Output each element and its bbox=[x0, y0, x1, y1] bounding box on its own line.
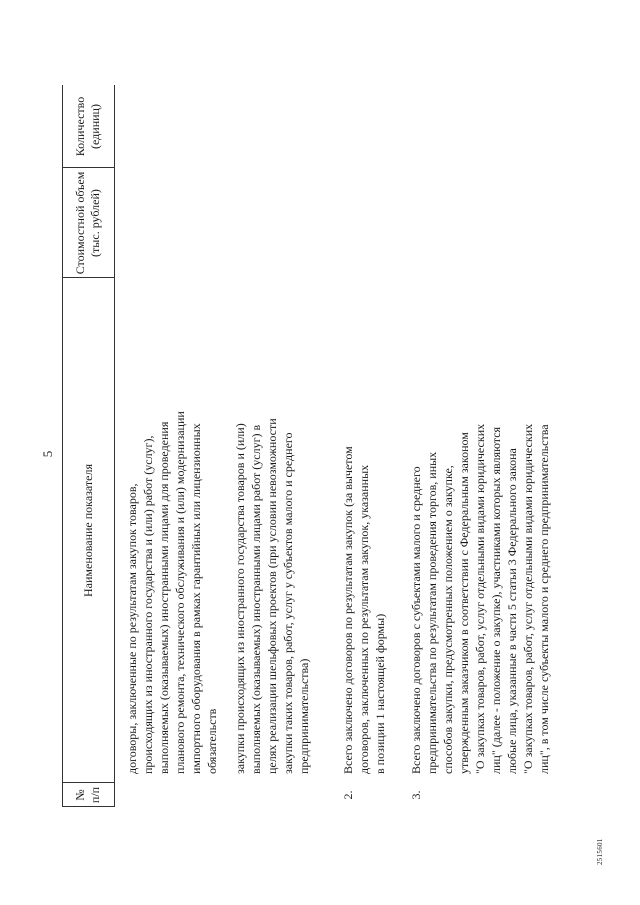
row-line: "О закупках товаров, работ, услуг отдельными видами юридических bbox=[521, 423, 535, 774]
row-line: предпринимательства по результатам проведения торгов, иных bbox=[425, 451, 439, 774]
row-line: предпринимательства) bbox=[297, 658, 311, 774]
row-line: "О закупках товаров, работ, услуг отдельными видами юридических bbox=[473, 423, 487, 774]
row-number: 3. bbox=[409, 790, 423, 800]
row-line: планового ремонта, технического обслуживания и (или) модернизации bbox=[173, 411, 187, 774]
row-line: договоры, заключенные по результатам закупок товаров, bbox=[125, 483, 139, 774]
table-row-text bbox=[124, 304, 220, 774]
row-line: Всего заключено договоров с субъектами малого и среднего bbox=[409, 466, 423, 774]
header-num: № п/п bbox=[73, 786, 102, 804]
row-line: закупки таких товаров, работ, услуг у субъектов малого и среднего bbox=[281, 432, 295, 774]
row-line: целях реализации шельфовых проектов (при условии невозможности bbox=[265, 418, 279, 774]
header-name: Наименование показателя bbox=[80, 464, 95, 597]
row-line: выполняемых (оказываемых) иностранными лицами для проведения bbox=[157, 421, 171, 774]
row-line: импортного оборудования в рамках гарантийных или лицензионных bbox=[189, 423, 203, 774]
row-line: договоров, заключенных по результатам закупок, указанных bbox=[357, 464, 371, 774]
document-code: 2515601 bbox=[596, 838, 604, 865]
row-line: любые лица, указанные в части 5 статьи 3 Федерального закона bbox=[505, 448, 519, 774]
table-row-text bbox=[232, 304, 312, 774]
table-header-bottom-border bbox=[114, 85, 115, 807]
row-line: обязательств bbox=[205, 708, 219, 774]
row-number: 2. bbox=[341, 790, 355, 800]
row-line: лиц", в том числе субъекты малого и среднего предпринимательства bbox=[537, 424, 551, 774]
page-number: 5 bbox=[40, 450, 55, 458]
row-line: закупки происходящих из иностранного государства товаров и (или) bbox=[233, 423, 247, 774]
table-row-text bbox=[340, 304, 388, 774]
row-line: в позиции 1 настоящей формы) bbox=[373, 613, 387, 774]
header-quantity: Количество (единиц) bbox=[73, 96, 102, 157]
row-line: утвержденным заказчиком в соответствии с Федеральным законом bbox=[457, 432, 471, 774]
row-line: происходящих из иностранного государства и (или) работ (услуг), bbox=[141, 435, 155, 774]
row-line: способов закупки, предусмотренных положением о закупке, bbox=[441, 465, 455, 774]
header-value: Стоимостной объем (тыс. рублей) bbox=[73, 171, 102, 275]
row-line: Всего заключено договоров по результатам закупок (за вычетом bbox=[341, 446, 355, 774]
row-line: выполняемых (оказываемых) иностранными лицами работ (услуг) в bbox=[249, 424, 263, 774]
table-row-text bbox=[408, 304, 552, 774]
row-line: лиц" (далее - положение о закупке), участниками которых являются bbox=[489, 426, 503, 774]
